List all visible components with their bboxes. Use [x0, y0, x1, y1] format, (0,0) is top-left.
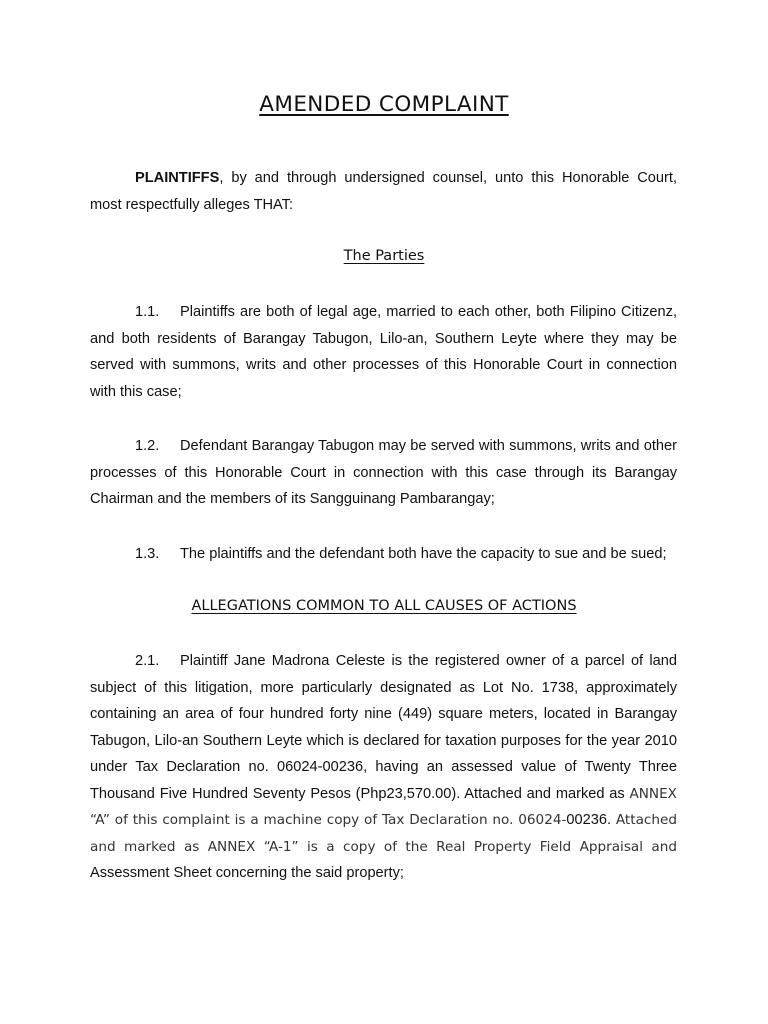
intro-text: , by and through undersigned counsel, unto this Honorable Court, most respectfully alleges THAT: — [90, 170, 677, 213]
paragraph-text: Plaintiffs are both of legal age, married to each other, both Filipino Citizenz, and both residents of Barangay Tabugon, Lilo-an, Southern Leyte where they may be served with summons, writs and other processes of this Honorable Court in connection with this case; — [90, 304, 677, 400]
paragraph-2-1 — [90, 648, 677, 887]
assessment-sheet-text: Assessment Sheet concerning the said property; — [90, 865, 404, 881]
paragraph-number: 1.1. — [135, 304, 160, 320]
paragraph-1-2 — [90, 433, 677, 513]
document-title: AMENDED COMPLAINT — [259, 92, 509, 117]
section-heading-parties: The Parties — [343, 248, 425, 264]
tax-declaration-suffix: 00236. — [566, 812, 612, 828]
paragraph-number: 1.2. — [135, 438, 160, 454]
paragraph-text: Defendant Barangay Tabugon may be served with summons, writs and other processes of this Honorable Court in connection with this case through its Barangay Chairman and the members of its Sangguinang Pambarangay; — [90, 438, 677, 507]
section-heading-allegations: ALLEGATIONS COMMON TO ALL CAUSES OF ACTIONS — [191, 598, 577, 614]
paragraph-number: 1.3. — [135, 546, 160, 562]
paragraph-text: Plaintiff Jane Madrona Celeste is the registered owner of a parcel of land subject of this litigation, more particularly designated as Lot No. 1738, approximately containing an area of four hundred forty nine (449) square meters, located in Barangay Tabugon, Lilo-an Southern Leyte which is declared for taxation purposes for the year 2010 under Tax Declaration no. 06024-00236, having an assessed value of Twenty Three Thousand Five Hundred Seventy Pesos (Php23,570.00). Attached and marked as — [90, 653, 677, 802]
paragraph-number: 2.1. — [135, 653, 160, 669]
plaintiffs-label: PLAINTIFFS — [135, 170, 220, 186]
paragraph-1-1 — [90, 299, 677, 405]
intro-paragraph — [90, 165, 677, 218]
paragraph-text: The plaintiffs and the defendant both have the capacity to sue and be sued; — [180, 546, 667, 562]
annex-a-text: ANNEX “A” of this complaint is a machine copy of Tax Declaration no. 06024- — [90, 785, 677, 828]
annex-a1-text: Attached and marked as ANNEX “A-1” is a copy of the Real Property Field Appraisal and — [90, 812, 678, 855]
paragraph-1-3 — [90, 541, 677, 568]
